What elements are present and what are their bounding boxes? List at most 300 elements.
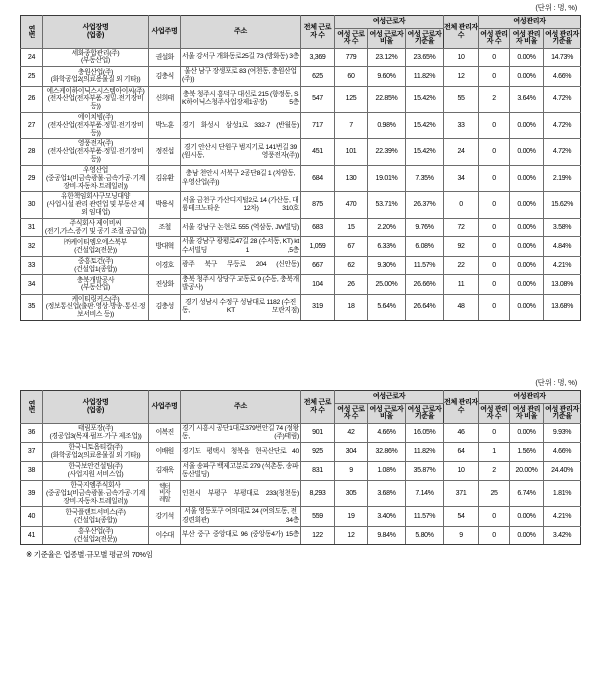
cell-fm-standard: 4.72%	[544, 86, 581, 112]
cell-fw-ratio: 4.66%	[368, 423, 406, 442]
cell-fw-ratio: 23.12%	[368, 48, 406, 67]
cell-fw-ratio: 22.39%	[368, 139, 406, 165]
cell-total-workers: 451	[301, 139, 335, 165]
table-row	[21, 113, 581, 139]
cell-fm-count: 0	[479, 237, 510, 256]
cell-fm-count: 0	[479, 256, 510, 275]
cell-fw-ratio: 6.33%	[368, 237, 406, 256]
cell-fm-ratio: 0.00%	[510, 113, 544, 139]
cell-total-workers: 875	[301, 192, 335, 218]
cell-fm-count: 0	[479, 526, 510, 545]
cell-workplace-name	[43, 113, 149, 139]
cell-address: 경기 화성시 삼성1로 332-7 (반월동)	[181, 113, 301, 139]
cell-workplace-name	[43, 165, 149, 191]
cell-fm-standard: 3.42%	[544, 526, 581, 545]
workplace-industry-text: (건설업2(전문))	[74, 246, 117, 254]
owner-text: 방대혁	[155, 242, 174, 250]
table-one-block	[0, 0, 600, 321]
workplace-industry-text: (사업시설 관리 관련업 및 부동산 제외 임대업)	[46, 201, 145, 216]
cell-fw-count: 62	[335, 256, 368, 275]
cell-owner	[149, 113, 181, 139]
cell-fw-count: 60	[335, 67, 368, 86]
cell-fm-count: 1	[479, 443, 510, 462]
cell-owner	[149, 165, 181, 191]
header-female-managers-group: 여성관리자	[479, 391, 581, 404]
cell-fm-standard: 1.81%	[544, 480, 581, 506]
table-row	[21, 256, 581, 275]
cell-address: 서울 강남구 광평로47길 28 (수서동, KT) kt수서빌딩 1 ,5층	[181, 237, 301, 256]
cell-fw-standard: 26.64%	[406, 294, 444, 320]
cell-no: 32	[21, 237, 43, 256]
cell-fm-ratio: 0.00%	[510, 67, 544, 86]
header-fm-standard: 여성 관리자 기준율	[544, 28, 581, 48]
cell-fm-ratio: 0.00%	[510, 423, 544, 442]
workplace-industry-text: (사업지원 서비스업)	[67, 470, 124, 478]
cell-no: 40	[21, 507, 43, 526]
workplace-industry-text: (건설업2(전문))	[74, 535, 117, 543]
cell-fm-standard: 9.93%	[544, 423, 581, 442]
header-fw-ratio: 여성 근로자 비율	[368, 28, 406, 48]
cell-fm-ratio: 20.00%	[510, 461, 544, 480]
cell-fm-count: 0	[479, 165, 510, 191]
cell-no: 26	[21, 86, 43, 112]
header-total-managers: 전체 관리자수	[444, 391, 479, 424]
cell-fw-ratio: 25.00%	[368, 275, 406, 294]
cell-total-managers: 10	[444, 48, 479, 67]
cell-fm-standard: 4.21%	[544, 507, 581, 526]
cell-owner	[149, 48, 181, 67]
cell-fw-count: 125	[335, 86, 368, 112]
owner-text: 헥터비자레알	[159, 482, 170, 503]
cell-fw-standard: 16.05%	[406, 423, 444, 442]
cell-total-workers: 901	[301, 423, 335, 442]
cell-no: 30	[21, 192, 43, 218]
cell-fw-standard: 5.80%	[406, 526, 444, 545]
cell-fm-standard: 4.66%	[544, 443, 581, 462]
cell-address: 경기 안산시 단원구 범지기로 141번길 39 (원시동, 영풍전자(주))	[181, 139, 301, 165]
cell-address: 서울 영등포구 여의대로 24 (여의도동, 전경련회관) 34층	[181, 507, 301, 526]
cell-workplace-name	[43, 423, 149, 442]
cell-fw-count: 12	[335, 526, 368, 545]
cell-fm-ratio: 0.00%	[510, 507, 544, 526]
cell-fw-standard: 23.65%	[406, 48, 444, 67]
cell-workplace-name	[43, 86, 149, 112]
unit-label-two: (단위 : 명, %)	[535, 378, 577, 388]
cell-total-managers: 9	[444, 526, 479, 545]
header-no: 연번	[21, 16, 43, 49]
cell-fw-standard: 9.76%	[406, 218, 444, 237]
cell-fm-standard: 2.19%	[544, 165, 581, 191]
cell-total-managers: 12	[444, 67, 479, 86]
cell-fw-standard: 11.82%	[406, 443, 444, 462]
cell-owner	[149, 294, 181, 320]
cell-total-workers: 319	[301, 294, 335, 320]
owner-text: 신희태	[155, 95, 174, 103]
workplace-industry-text: (부동산업)	[81, 57, 110, 65]
cell-fm-ratio: 0.00%	[510, 256, 544, 275]
header-fm-standard: 여성 관리자 기준율	[544, 403, 581, 423]
cell-address: 광주 북구 무등로 204 (신안동)	[181, 256, 301, 275]
table-row	[21, 165, 581, 191]
workplace-industry-text: (화학공업2(의료용물질 외 기타))	[50, 451, 141, 459]
header-total-workers: 전체 근로자 수	[301, 391, 335, 424]
cell-fm-count: 0	[479, 507, 510, 526]
cell-fm-standard: 13.08%	[544, 275, 581, 294]
cell-fw-standard: 15.42%	[406, 86, 444, 112]
header-workplace-name: 사업장명 (업종)	[43, 391, 149, 424]
workplace-name-text: 영풍전자(주)	[77, 140, 114, 148]
cell-workplace-name	[43, 526, 149, 545]
cell-fw-ratio: 9.84%	[368, 526, 406, 545]
cell-fm-count: 0	[479, 67, 510, 86]
cell-fw-standard: 15.42%	[406, 113, 444, 139]
table-row	[21, 480, 581, 506]
header-no: 연번	[21, 391, 43, 424]
cell-fm-standard: 3.58%	[544, 218, 581, 237]
cell-workplace-name	[43, 461, 149, 480]
header-fw-standard: 여성 근로자 기준율	[406, 28, 444, 48]
cell-fw-standard: 11.57%	[406, 507, 444, 526]
cell-fm-count: 25	[479, 480, 510, 506]
header-female-managers-group: 여성관리자	[479, 16, 581, 29]
cell-fw-ratio: 1.08%	[368, 461, 406, 480]
cell-fm-ratio: 0.00%	[510, 48, 544, 67]
cell-workplace-name	[43, 237, 149, 256]
header-fw-ratio: 여성 근로자 비율	[368, 403, 406, 423]
header-owner: 사업주명	[149, 16, 181, 49]
cell-total-workers: 547	[301, 86, 335, 112]
workplace-industry-text: (전자산업(전자부품·정밀·전기장비 등))	[47, 148, 144, 164]
cell-total-managers: 22	[444, 256, 479, 275]
owner-text: 박용식	[155, 201, 174, 209]
cell-no: 41	[21, 526, 43, 545]
cell-workplace-name	[43, 218, 149, 237]
cell-total-workers: 625	[301, 67, 335, 86]
cell-owner	[149, 256, 181, 275]
cell-total-workers: 683	[301, 218, 335, 237]
cell-fw-ratio: 5.64%	[368, 294, 406, 320]
table-row	[21, 443, 581, 462]
cell-workplace-name	[43, 67, 149, 86]
cell-workplace-name	[43, 507, 149, 526]
cell-fm-count: 2	[479, 461, 510, 480]
cell-fm-ratio: 0.00%	[510, 526, 544, 545]
cell-no: 39	[21, 480, 43, 506]
cell-fm-ratio: 1.56%	[510, 443, 544, 462]
workplace-industry-text: (정보통신업(출판·영상·방송·통신·정보서비스 등))	[45, 303, 146, 319]
cell-address: 서울 금천구 가산디지털2로 14 (가산동, 대륭테크노타운 12차) 310호	[181, 192, 301, 218]
header-fw-count: 여성 근로자 수	[335, 403, 368, 423]
cell-fm-count: 0	[479, 48, 510, 67]
cell-fw-ratio: 9.30%	[368, 256, 406, 275]
cell-total-workers: 8,293	[301, 480, 335, 506]
cell-fw-ratio: 2.20%	[368, 218, 406, 237]
header-fw-standard: 여성 근로자 기준율	[406, 403, 444, 423]
footnote: ※ 기준율은 업종별·규모별 평균의 70%임	[26, 550, 153, 560]
header-fm-ratio: 여성 관리자 비율	[510, 28, 544, 48]
workplace-name-text: 세화종합관리(주)	[71, 49, 120, 57]
cell-fm-ratio: 0.00%	[510, 165, 544, 191]
cell-total-managers: 34	[444, 165, 479, 191]
workplace-name-text: 중흥토건(주)	[77, 257, 114, 265]
table-row	[21, 294, 581, 320]
unit-label-one: (단위 : 명, %)	[535, 3, 577, 12]
owner-text: 김유환	[155, 174, 174, 182]
cell-fm-count: 0	[479, 294, 510, 320]
cell-workplace-name	[43, 192, 149, 218]
owner-text: 강기석	[155, 512, 174, 520]
cell-fw-standard: 15.42%	[406, 139, 444, 165]
cell-fw-count: 67	[335, 237, 368, 256]
cell-fw-ratio: 32.86%	[368, 443, 406, 462]
cell-address: 경기 시흥시 공단1대로379번안길 74 (정왕동, (주)태림)	[181, 423, 301, 442]
cell-fm-count: 0	[479, 139, 510, 165]
workplace-industry-text: (경공업3(목재·펄프·가구 제조업))	[49, 432, 142, 440]
table-row	[21, 526, 581, 545]
workplace-name-text: 태림포장(주)	[77, 425, 114, 433]
cell-fm-count: 0	[479, 113, 510, 139]
cell-fm-count: 0	[479, 192, 510, 218]
cell-fw-ratio: 9.60%	[368, 67, 406, 86]
table-row	[21, 423, 581, 442]
cell-workplace-name	[43, 48, 149, 67]
cell-fm-ratio: 0.00%	[510, 192, 544, 218]
workplace-name-text: 충원산업(주)	[77, 68, 114, 76]
owner-text: 권설화	[155, 53, 174, 61]
cell-no: 38	[21, 461, 43, 480]
cell-total-workers: 717	[301, 113, 335, 139]
cell-total-managers: 64	[444, 443, 479, 462]
workplace-industry-text: (건설업1(종합))	[74, 516, 117, 524]
cell-fw-ratio: 53.71%	[368, 192, 406, 218]
header-female-workers-group: 여성근로자	[335, 391, 444, 404]
owner-text: 이복진	[155, 428, 174, 436]
cell-fw-count: 304	[335, 443, 368, 462]
cell-owner	[149, 526, 181, 545]
owner-text: 김재욱	[155, 466, 174, 474]
cell-address: 부산 중구 중앙대로 96 (중앙동4가) 15층	[181, 526, 301, 545]
cell-fw-standard: 35.87%	[406, 461, 444, 480]
workplace-name-text: 에스케이하이닉스시스템아이씨(주)	[46, 87, 145, 95]
cell-fw-count: 101	[335, 139, 368, 165]
cell-fm-ratio: 0.00%	[510, 139, 544, 165]
header-address: 주소	[181, 16, 301, 49]
cell-workplace-name	[43, 256, 149, 275]
cell-fw-count: 18	[335, 294, 368, 320]
header-owner: 사업주명	[149, 391, 181, 424]
cell-address: 충북 청주시 흥덕구 대신로 215 (향정동, SK하이닉스청주사업장제1공장) 5층	[181, 86, 301, 112]
cell-owner	[149, 139, 181, 165]
cell-total-managers: 10	[444, 461, 479, 480]
cell-no: 34	[21, 275, 43, 294]
cell-address: 충남 천안시 서북구 2공단8길 1 (차암동, 우영산업(주))	[181, 165, 301, 191]
cell-fw-count: 305	[335, 480, 368, 506]
workplace-name-text: 에이치빔(주)	[77, 114, 114, 122]
workplace-name-text: 우영산업	[82, 166, 109, 174]
table-two-block	[0, 377, 600, 560]
female-workforce-table-one	[20, 15, 581, 321]
cell-fm-count: 2	[479, 86, 510, 112]
cell-no: 36	[21, 423, 43, 442]
cell-no: 37	[21, 443, 43, 462]
cell-total-workers: 122	[301, 526, 335, 545]
cell-no: 31	[21, 218, 43, 237]
header-fm-ratio: 여성 관리자 비율	[510, 403, 544, 423]
header-fm-count: 여성 관리자 수	[479, 28, 510, 48]
cell-fm-count: 0	[479, 423, 510, 442]
cell-fw-count: 779	[335, 48, 368, 67]
cell-no: 28	[21, 139, 43, 165]
cell-owner	[149, 423, 181, 442]
cell-fm-standard: 13.68%	[544, 294, 581, 320]
table-row	[21, 237, 581, 256]
owner-text: 진상화	[155, 280, 174, 288]
table-one-body	[21, 48, 581, 320]
cell-workplace-name	[43, 294, 149, 320]
workplace-name-text: ㈜케이티엠오에스북부	[64, 238, 127, 246]
cell-fw-standard: 26.37%	[406, 192, 444, 218]
cell-address: 울산 남구 장생포로 83 (여천동, 충원산업(주))	[181, 67, 301, 86]
cell-fw-count: 19	[335, 507, 368, 526]
owner-text: 이수대	[155, 531, 174, 539]
cell-owner	[149, 192, 181, 218]
table-row	[21, 48, 581, 67]
cell-fw-count: 15	[335, 218, 368, 237]
cell-fw-ratio: 22.85%	[368, 86, 406, 112]
table-row	[21, 192, 581, 218]
cell-total-workers: 667	[301, 256, 335, 275]
cell-owner	[149, 86, 181, 112]
cell-address: 경기도 평택시 청북읍 현곡산단로 40	[181, 443, 301, 462]
workplace-name-text: 한국니토옵티칼(주)	[68, 444, 123, 452]
cell-fw-ratio: 3.68%	[368, 480, 406, 506]
cell-fw-count: 130	[335, 165, 368, 191]
cell-owner	[149, 275, 181, 294]
cell-total-managers: 24	[444, 139, 479, 165]
cell-address: 서울 송파구 백제고분로 279 (석촌동, 송파동산빌딩)	[181, 461, 301, 480]
cell-fm-standard: 4.66%	[544, 67, 581, 86]
cell-fm-standard: 24.40%	[544, 461, 581, 480]
cell-fm-ratio: 0.00%	[510, 275, 544, 294]
cell-fm-count: 0	[479, 218, 510, 237]
cell-total-workers: 559	[301, 507, 335, 526]
header-female-workers-group: 여성근로자	[335, 16, 444, 29]
table-row	[21, 461, 581, 480]
workplace-name-text: 흥우산업(주)	[77, 527, 114, 535]
header-address: 주소	[181, 391, 301, 424]
workplace-name-text: 한국플랜트서비스(주)	[65, 508, 126, 516]
cell-total-workers: 684	[301, 165, 335, 191]
cell-workplace-name	[43, 480, 149, 506]
cell-fw-standard: 7.14%	[406, 480, 444, 506]
workplace-industry-text: (전기,가스,증기 및 공기 조절 공급업)	[44, 227, 147, 235]
cell-total-managers: 11	[444, 275, 479, 294]
workplace-industry-text: (중공업1(비금속광물·금속가공·기계장비·자동차·트레일러))	[45, 174, 146, 190]
cell-owner	[149, 218, 181, 237]
cell-address: 서울 강서구 개화동로25길 73 (방화동) 3층	[181, 48, 301, 67]
cell-total-workers: 1,059	[301, 237, 335, 256]
cell-no: 27	[21, 113, 43, 139]
cell-fw-count: 9	[335, 461, 368, 480]
table-row	[21, 86, 581, 112]
female-workforce-table-two	[20, 390, 581, 545]
owner-text: 정진섭	[155, 148, 174, 156]
cell-total-managers: 92	[444, 237, 479, 256]
cell-address: 경기 성남시 수정구 성남대로 1182 (수진동, KT 모란지점)	[181, 294, 301, 320]
cell-address: 서울 강남구 논현로 555 (역삼동, JW빌딩)	[181, 218, 301, 237]
cell-total-managers: 371	[444, 480, 479, 506]
workplace-name-text: 충북개발공사	[76, 276, 115, 284]
table-row	[21, 275, 581, 294]
table-two-body	[21, 423, 581, 545]
owner-text: 이경호	[155, 261, 174, 269]
cell-fw-count: 26	[335, 275, 368, 294]
cell-owner	[149, 480, 181, 506]
header-fm-count: 여성 관리자 수	[479, 403, 510, 423]
cell-fw-standard: 7.35%	[406, 165, 444, 191]
cell-workplace-name	[43, 275, 149, 294]
cell-total-managers: 55	[444, 86, 479, 112]
cell-fw-standard: 11.82%	[406, 67, 444, 86]
cell-fw-count: 7	[335, 113, 368, 139]
cell-fw-standard: 6.08%	[406, 237, 444, 256]
cell-fm-standard: 14.73%	[544, 48, 581, 67]
cell-address: 인천시 부평구 부평대로 233(청천동)	[181, 480, 301, 506]
cell-total-workers: 831	[301, 461, 335, 480]
workplace-industry-text: (화학공업2(의료용물질 외 기타))	[50, 76, 141, 84]
cell-fm-standard: 4.21%	[544, 256, 581, 275]
cell-owner	[149, 237, 181, 256]
workplace-industry-text: (부동산업)	[81, 284, 110, 292]
cell-fm-ratio: 0.00%	[510, 218, 544, 237]
cell-fw-ratio: 3.40%	[368, 507, 406, 526]
cell-fw-standard: 11.57%	[406, 256, 444, 275]
owner-text: 김충식	[155, 72, 174, 80]
table-one-header	[21, 16, 581, 49]
cell-address: 충북 청주시 상당구 교동로 9 (수동, 충북개발공사)	[181, 275, 301, 294]
cell-workplace-name	[43, 139, 149, 165]
workplace-industry-text: (전자산업(전자부품·정밀·전기장비 등))	[47, 95, 144, 111]
workplace-industry-text: (중공업1(비금속광물·금속가공·기계장비·자동차·트레일러))	[45, 489, 146, 505]
cell-no: 25	[21, 67, 43, 86]
cell-no: 35	[21, 294, 43, 320]
cell-fw-count: 42	[335, 423, 368, 442]
cell-fm-standard: 15.62%	[544, 192, 581, 218]
cell-fm-standard: 4.72%	[544, 113, 581, 139]
cell-fw-count: 470	[335, 192, 368, 218]
cell-total-workers: 925	[301, 443, 335, 462]
workplace-industry-text: (전자산업(전자부품·정밀·전기장비 등))	[47, 121, 144, 137]
cell-fw-ratio: 0.98%	[368, 113, 406, 139]
cell-owner	[149, 507, 181, 526]
cell-fm-ratio: 0.00%	[510, 237, 544, 256]
workplace-name-text: 한국지엠주식회사	[70, 481, 121, 489]
cell-workplace-name	[43, 443, 149, 462]
workplace-name-text: 유한책임회사구모닝대양	[61, 193, 130, 201]
table-row	[21, 139, 581, 165]
table-row	[21, 67, 581, 86]
workplace-name-text: 한국보안건설팀(주)	[68, 463, 123, 470]
table-two-header	[21, 391, 581, 424]
cell-owner	[149, 443, 181, 462]
header-total-workers: 전체 근로자 수	[301, 16, 335, 49]
owner-text: 박노훈	[155, 121, 174, 129]
cell-no: 33	[21, 256, 43, 275]
cell-fm-standard: 4.72%	[544, 139, 581, 165]
cell-no: 29	[21, 165, 43, 191]
cell-fm-ratio: 6.74%	[510, 480, 544, 506]
owner-text: 조철	[158, 223, 171, 231]
